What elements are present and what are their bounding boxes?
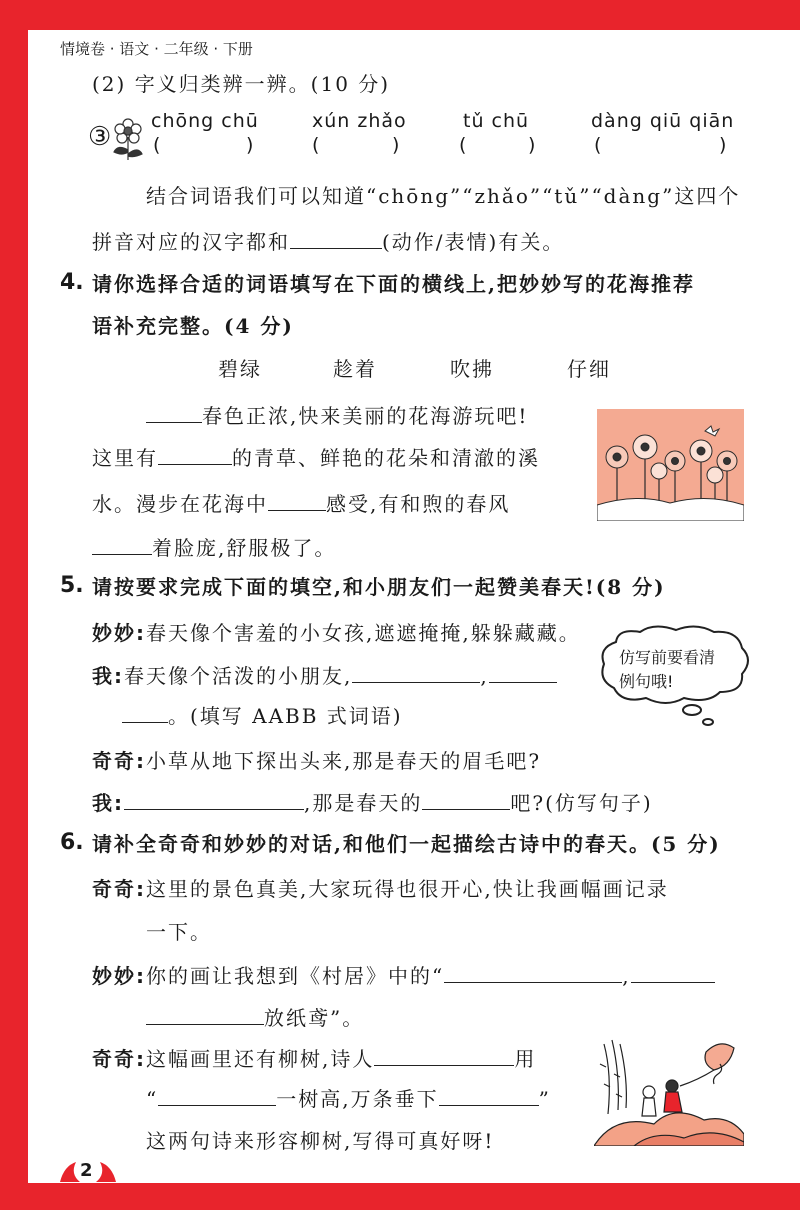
pinyin-3: tǔ chū [463,110,530,132]
answer-blank[interactable] [444,962,622,983]
answer-blank[interactable] [439,1085,539,1106]
flower-field-illustration [597,409,744,521]
question-number-5: 5. [60,573,84,598]
word-option-2: 趁着 [333,357,377,381]
answer-blank[interactable] [124,789,304,810]
answer-paren-4-close: ) [719,134,727,156]
bubble-text-line-1: 仿写前要看清 [619,648,716,667]
q5-title: 请按要求完成下面的填空,和小朋友们一起赞美春天!(8 分) [92,575,666,599]
answer-blank[interactable] [268,490,326,511]
q5-hint-line: 。(填写 AABB 式词语) [122,700,403,729]
answer-blank[interactable] [290,228,382,249]
answer-paren-3-close: ) [528,134,536,156]
q6-poem-line: “ 一树高,万条垂下 ” [146,1087,551,1111]
q6-miaomiao-line-2: 放纸鸢”。 [146,1002,364,1031]
q5-wo-line: 我:春天像个活泼的小朋友, , [92,660,557,689]
question-number-4: 4. [60,270,84,295]
q4-line-1: 春色正浓,快来美丽的花海游玩吧! [146,400,528,429]
question-number-6: 6. [60,830,84,855]
answer-blank[interactable] [158,444,232,465]
page-frame-top [0,0,800,30]
running-header: 情境卷 · 语文 · 二年级 · 下册 [60,40,253,58]
word-option-1: 碧绿 [218,357,262,381]
answer-blank[interactable] [352,662,480,683]
page-number: 2 [80,1160,93,1181]
q5-wo2-line: 我: ,那是春天的 吧?(仿写句子) [92,791,653,815]
answer-blank[interactable] [374,1045,514,1066]
word-option-4: 仔细 [567,357,611,381]
q4-line-2: 这里有 的青草、鲜艳的花朵和清澈的溪 [92,446,540,470]
answer-paren-3-open: ( [459,134,467,156]
q6-qiqi2-line: 奇奇:这幅画里还有柳树,诗人 用 [92,1047,537,1071]
word-option-3: 吹拂 [450,357,494,381]
answer-blank[interactable] [92,534,152,555]
q4-title-line-2: 语补充完整。(4 分) [92,314,294,338]
q6-last-line: 这两句诗来形容柳树,写得可真好呀! [146,1129,495,1153]
answer-paren-2-close: ) [392,134,400,156]
answer-paren-1-open: ( [153,134,161,156]
answer-paren-2-open: ( [312,134,320,156]
q4-title-line-1: 请你选择合适的词语填写在下面的横线上,把妙妙写的花海推荐 [92,272,695,296]
q2-sentence-1: 结合词语我们可以知道“chōng”“zhǎo”“tǔ”“dàng”这四个 [146,184,741,208]
answer-paren-1-close: ) [246,134,254,156]
flower-icon [108,114,148,164]
q6-miaomiao-line: 妙妙:你的画让我想到《村居》中的“ , [92,960,715,989]
page-frame-bottom [0,1183,800,1210]
q4-line-4: 着脸庞,舒服极了。 [92,532,336,561]
q6-qiqi-line-1: 奇奇:这里的景色真美,大家玩得也很开心,快让我画幅画记录 [92,877,669,901]
q4-line-3: 水。漫步在花海中 感受,有和煦的春风 [92,492,511,516]
pinyin-1: chōng chū [151,110,259,132]
answer-blank[interactable] [146,402,202,423]
answer-blank[interactable] [422,789,510,810]
answer-blank[interactable] [631,962,715,983]
q2-sentence-2: 拼音对应的汉字都和 (动作/表情)有关。 [92,230,565,254]
pinyin-2: xún zhǎo [312,110,407,132]
kite-flying-illustration [594,1034,744,1146]
q6-qiqi-line-2: 一下。 [146,920,212,944]
answer-blank[interactable] [489,662,557,683]
answer-blank[interactable] [146,1004,264,1025]
answer-paren-4-open: ( [594,134,602,156]
q5-qiqi-line: 奇奇:小草从地下探出头来,那是春天的眉毛吧? [92,749,542,773]
q6-title: 请补全奇奇和妙妙的对话,和他们一起描绘古诗中的春天。(5 分) [92,832,721,856]
q5-miaomiao-line: 妙妙:春天像个害羞的小女孩,遮遮掩掩,躲躲藏藏。 [92,621,581,645]
answer-blank[interactable] [158,1085,276,1106]
answer-blank[interactable] [122,702,168,723]
bubble-text-line-2: 例句哦! [619,672,674,691]
page-frame-left [0,0,28,1210]
circled-number: ③ [88,122,112,152]
q2-subtitle: (2) 字义归类辨一辨。(10 分) [92,72,391,96]
pinyin-4: dàng qiū qiān [591,110,735,132]
